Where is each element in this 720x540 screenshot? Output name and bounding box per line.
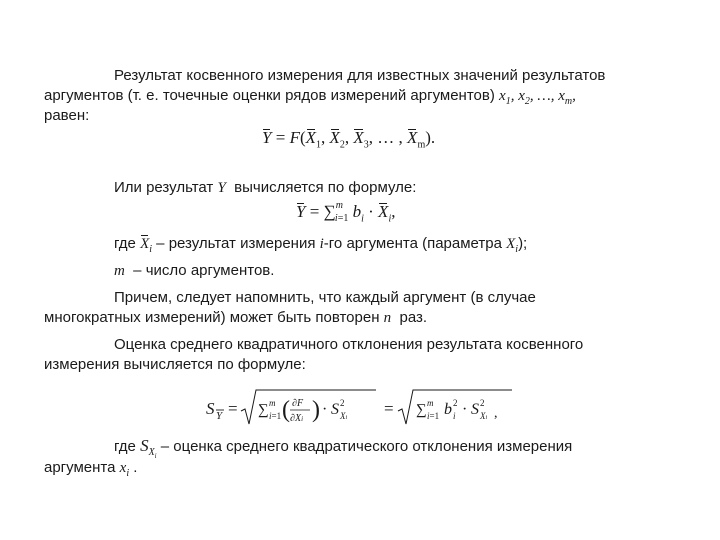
svg-text:2: 2 [340,398,345,408]
svg-text:∂F: ∂F [292,398,304,409]
svg-text:i: i [453,411,456,421]
svg-text:b: b [444,401,452,418]
svg-text:,: , [494,406,498,421]
paragraph-4-line-2: измерения вычисляется по формуле: [44,356,306,373]
paragraph-3-line-2: многократных измерений) может быть повторен n раз. [44,309,428,326]
svg-text:i=1: i=1 [427,411,440,421]
paragraph-1-line-3: равен: [44,107,90,124]
svg-text:(: ( [282,397,290,423]
argument-list: $x_1$, $x_2$, …, $x_m$, [499,88,576,107]
svg-text:∂Xi: ∂Xi [290,413,304,424]
svg-text:∑: ∑ [258,402,269,418]
svg-text:2: 2 [480,398,485,408]
svg-text:): ) [312,397,320,423]
svg-text:S: S [331,401,339,418]
paragraph-4-line-1: Оценка среднего квадратичного отклонения результата косвенного [114,336,584,353]
paragraph-5-line-1: где $S_{X_i}$ – оценка среднего квадратического отклонения измерения [114,436,573,460]
paragraph-5-line-2: аргумента $x_i$ . [44,459,138,479]
paragraph-1-line-2 [44,86,576,106]
svg-text:2: 2 [453,398,458,408]
svg-text:i=1: i=1 [269,411,282,421]
svg-text:·: · [322,401,328,418]
svg-text:Xi: Xi [340,411,348,421]
formula-result: $Y = F(X_1$, $X_2$, $X_3$, … , $X_m$). [262,128,436,151]
svg-text:=: = [384,399,394,418]
paragraph-2-intro: Или результат Y вычисляется по формуле: [114,179,417,196]
where-xi: где $X_i$ – результат измерения i-го аргумента (параметра $X_i$); [114,235,528,255]
svg-text:Y: Y [216,410,223,422]
formula-linear: Y = ∑$^m_{i=1}$ $b_i \cdot X_i$, [296,200,396,225]
formula-std-deviation-drawing [206,386,526,430]
svg-text:S: S [206,399,215,418]
svg-text:S: S [471,401,479,418]
paragraph-1-line-2-text: аргументов (т. е. точечные оценки рядов измерений аргументов) [44,87,495,104]
svg-text:m: m [269,398,276,408]
svg-text:·: · [462,401,468,418]
svg-text:Xi: Xi [480,411,488,421]
svg-text:m: m [427,398,434,408]
where-m: m – число аргументов. [114,262,275,279]
paragraph-1-line-1: Результат косвенного измерения для известных значений результатов [114,67,606,84]
svg-text:∑: ∑ [416,402,427,418]
svg-text:=: = [228,399,238,418]
paragraph-3-line-1: Причем, следует напомнить, что каждый аргумент (в случае [114,289,536,306]
